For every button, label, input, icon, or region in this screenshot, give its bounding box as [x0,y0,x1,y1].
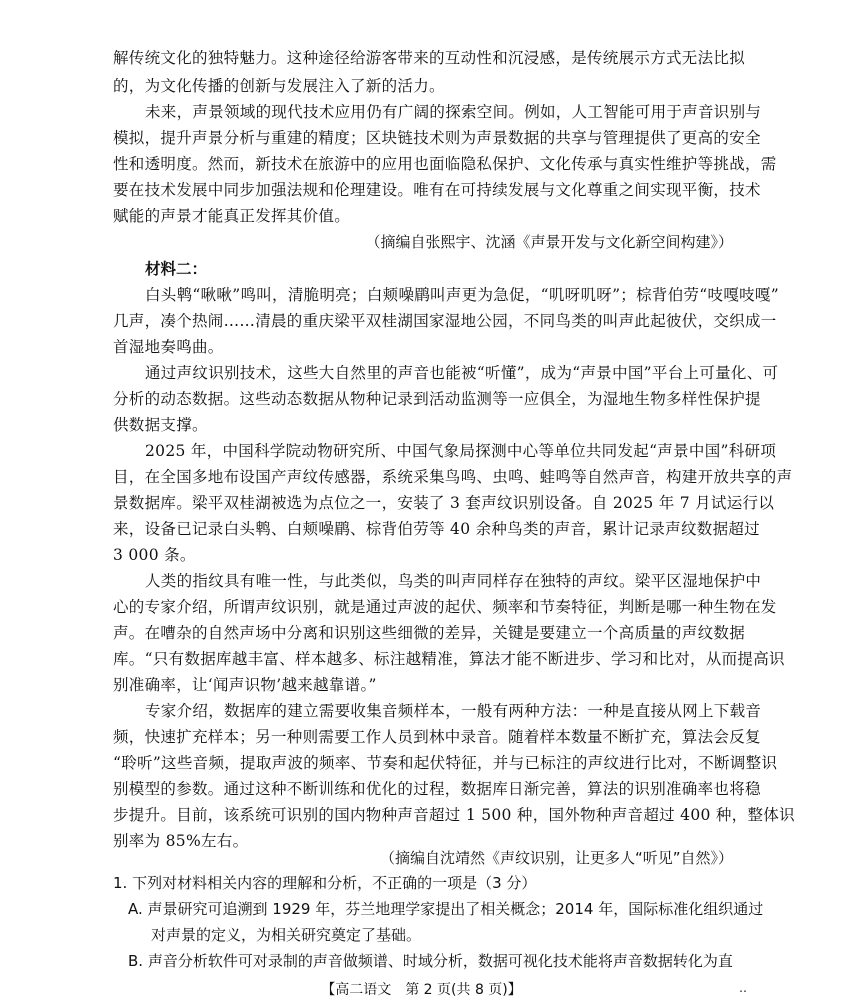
paragraph-line: 来，设备已记录白头鹎、白颊噪鹛、棕背伯劳等 40 余种鸟类的声音，累计记录声纹数据超过 [113,520,760,538]
section-heading: 材料二： [145,260,208,278]
paragraph-line: 的，为文化传播的创新与发展注入了新的活力。 [113,77,445,95]
paragraph-line: 别模型的参数。通过这种不断训练和优化的过程，数据库日渐完善，算法的识别准确率也将稳 [113,780,761,798]
page-footer: 【高二语文 第 2 页(共 8 页)】 [321,982,522,998]
paragraph-line: 专家介绍，数据库的建立需要收集音频样本，一般有两种方法：一种是直接从网上下载音 [145,702,762,720]
paragraph-line: 模拟，提升声景分析与重建的精度；区块链技术则为声景数据的共享与管理提供了更高的安全 [113,129,761,147]
paragraph-line: 几声，凑个热闹……清晨的重庆梁平双桂湖国家湿地公园，不同鸟类的叫声此起彼伏，交织成一 [113,312,777,330]
paragraph-line: 赋能的声景才能真正发挥其价值。 [113,207,351,225]
paragraph-line: 要在技术发展中同步加强法规和伦理建设。唯有在可持续发展与文化尊重之间实现平衡，技术 [113,181,761,199]
option-a-line: 对声景的定义，为相关研究奠定了基础。 [151,926,422,944]
paragraph-line: 人类的指纹具有唯一性，与此类似，鸟类的叫声同样存在独特的声纹。梁平区湿地保护中 [145,572,762,590]
paragraph-line: 白头鹎“啾啾”鸣叫，清脆明亮；白颊噪鹛叫声更为急促，“叽呀叽呀”；棕背伯劳“吱嘎吱嘎” [145,286,779,304]
paragraph-line: 2025 年，中国科学院动物研究所、中国气象局探测中心等单位共同发起“声景中国”科研项 [145,442,777,460]
paragraph-line: 频，快速扩充样本；另一种则需要工作人员到林中录音。随着样本数量不断扩充，算法会反复 [113,728,761,746]
option-b-line: B. 声音分析软件可对录制的声音做频谱、时域分析，数据可视化技术能将声音数据转化为直 [128,952,733,970]
source-citation: （摘编自张熙宇、沈涵《声景开发与文化新空间构建》） [365,233,733,251]
paragraph-line: 目，在全国多地布设国产声纹传感器，系统采集鸟鸣、虫鸣、蛙鸣等自然声音，构建开放共享的声 [113,468,793,486]
paragraph-line: 未来，声景领域的现代技术应用仍有广阔的探索空间。例如，人工智能可用于声音识别与 [145,103,762,121]
paragraph-line: 3 000 条。 [113,546,196,564]
paragraph-line: “聆听”这些音频，提取声波的频率、节奏和起伏特征，并与已标注的声纹进行比对，不断调整识 [113,754,778,772]
paragraph-line: 景数据库。梁平双桂湖被选为点位之一，安装了 3 套声纹识别设备。自 2025 年 7 月试运行以 [113,494,775,512]
paragraph-line: 别准确率，让‘闻声识物’越来越靠谱。” [113,676,377,694]
paragraph-line: 解传统文化的独特魅力。这种途径给游客带来的互动性和沉浸感，是传统展示方式无法比拟 [113,49,746,67]
paragraph-line: 声。在嘈杂的自然声场中分离和识别这些细微的差异，关键是要建立一个高质量的声纹数据 [113,624,746,642]
source-citation: （摘编自沈靖然《声纹识别，让更多人“听见”自然》） [379,849,733,867]
corner-mark: ‥ [738,981,747,995]
paragraph-line: 性和透明度。然而，新技术在旅游中的应用也面临隐私保护、文化传承与真实性维护等挑战，需 [113,155,777,173]
paragraph-line: 通过声纹识别技术，这些大自然里的声音也能被“听懂”，成为“声景中国”平台上可量化、可 [145,364,779,382]
paragraph-line: 首湿地奏鸣曲。 [113,338,224,356]
paragraph-line: 心的专家介绍，所谓声纹识别，就是通过声波的起伏、频率和节奏特征，判断是哪一种生物在发 [113,598,777,616]
paragraph-line: 供数据支撑。 [113,416,208,434]
paragraph-line: 别率为 85%左右。 [113,832,249,850]
paragraph-line: 库。“只有数据库越丰富、样本越多、标注越精准，算法才能不断进步、学习和比对，从而提高识 [113,650,785,668]
paragraph-line: 分析的动态数据。这些动态数据从物种记录到活动监测等一应俱全，为湿地生物多样性保护提 [113,390,761,408]
question-stem: 1. 下列对材料相关内容的理解和分析，不正确的一项是（3 分） [113,874,537,892]
paragraph-line: 步提升。目前，该系统可识别的国内物种声音超过 1 500 种，国外物种声音超过 400 种，整体识 [113,806,795,824]
option-a-line: A. 声景研究可追溯到 1929 年，芬兰地理学家提出了相关概念；2014 年，国际标准化组织通过 [128,900,764,918]
